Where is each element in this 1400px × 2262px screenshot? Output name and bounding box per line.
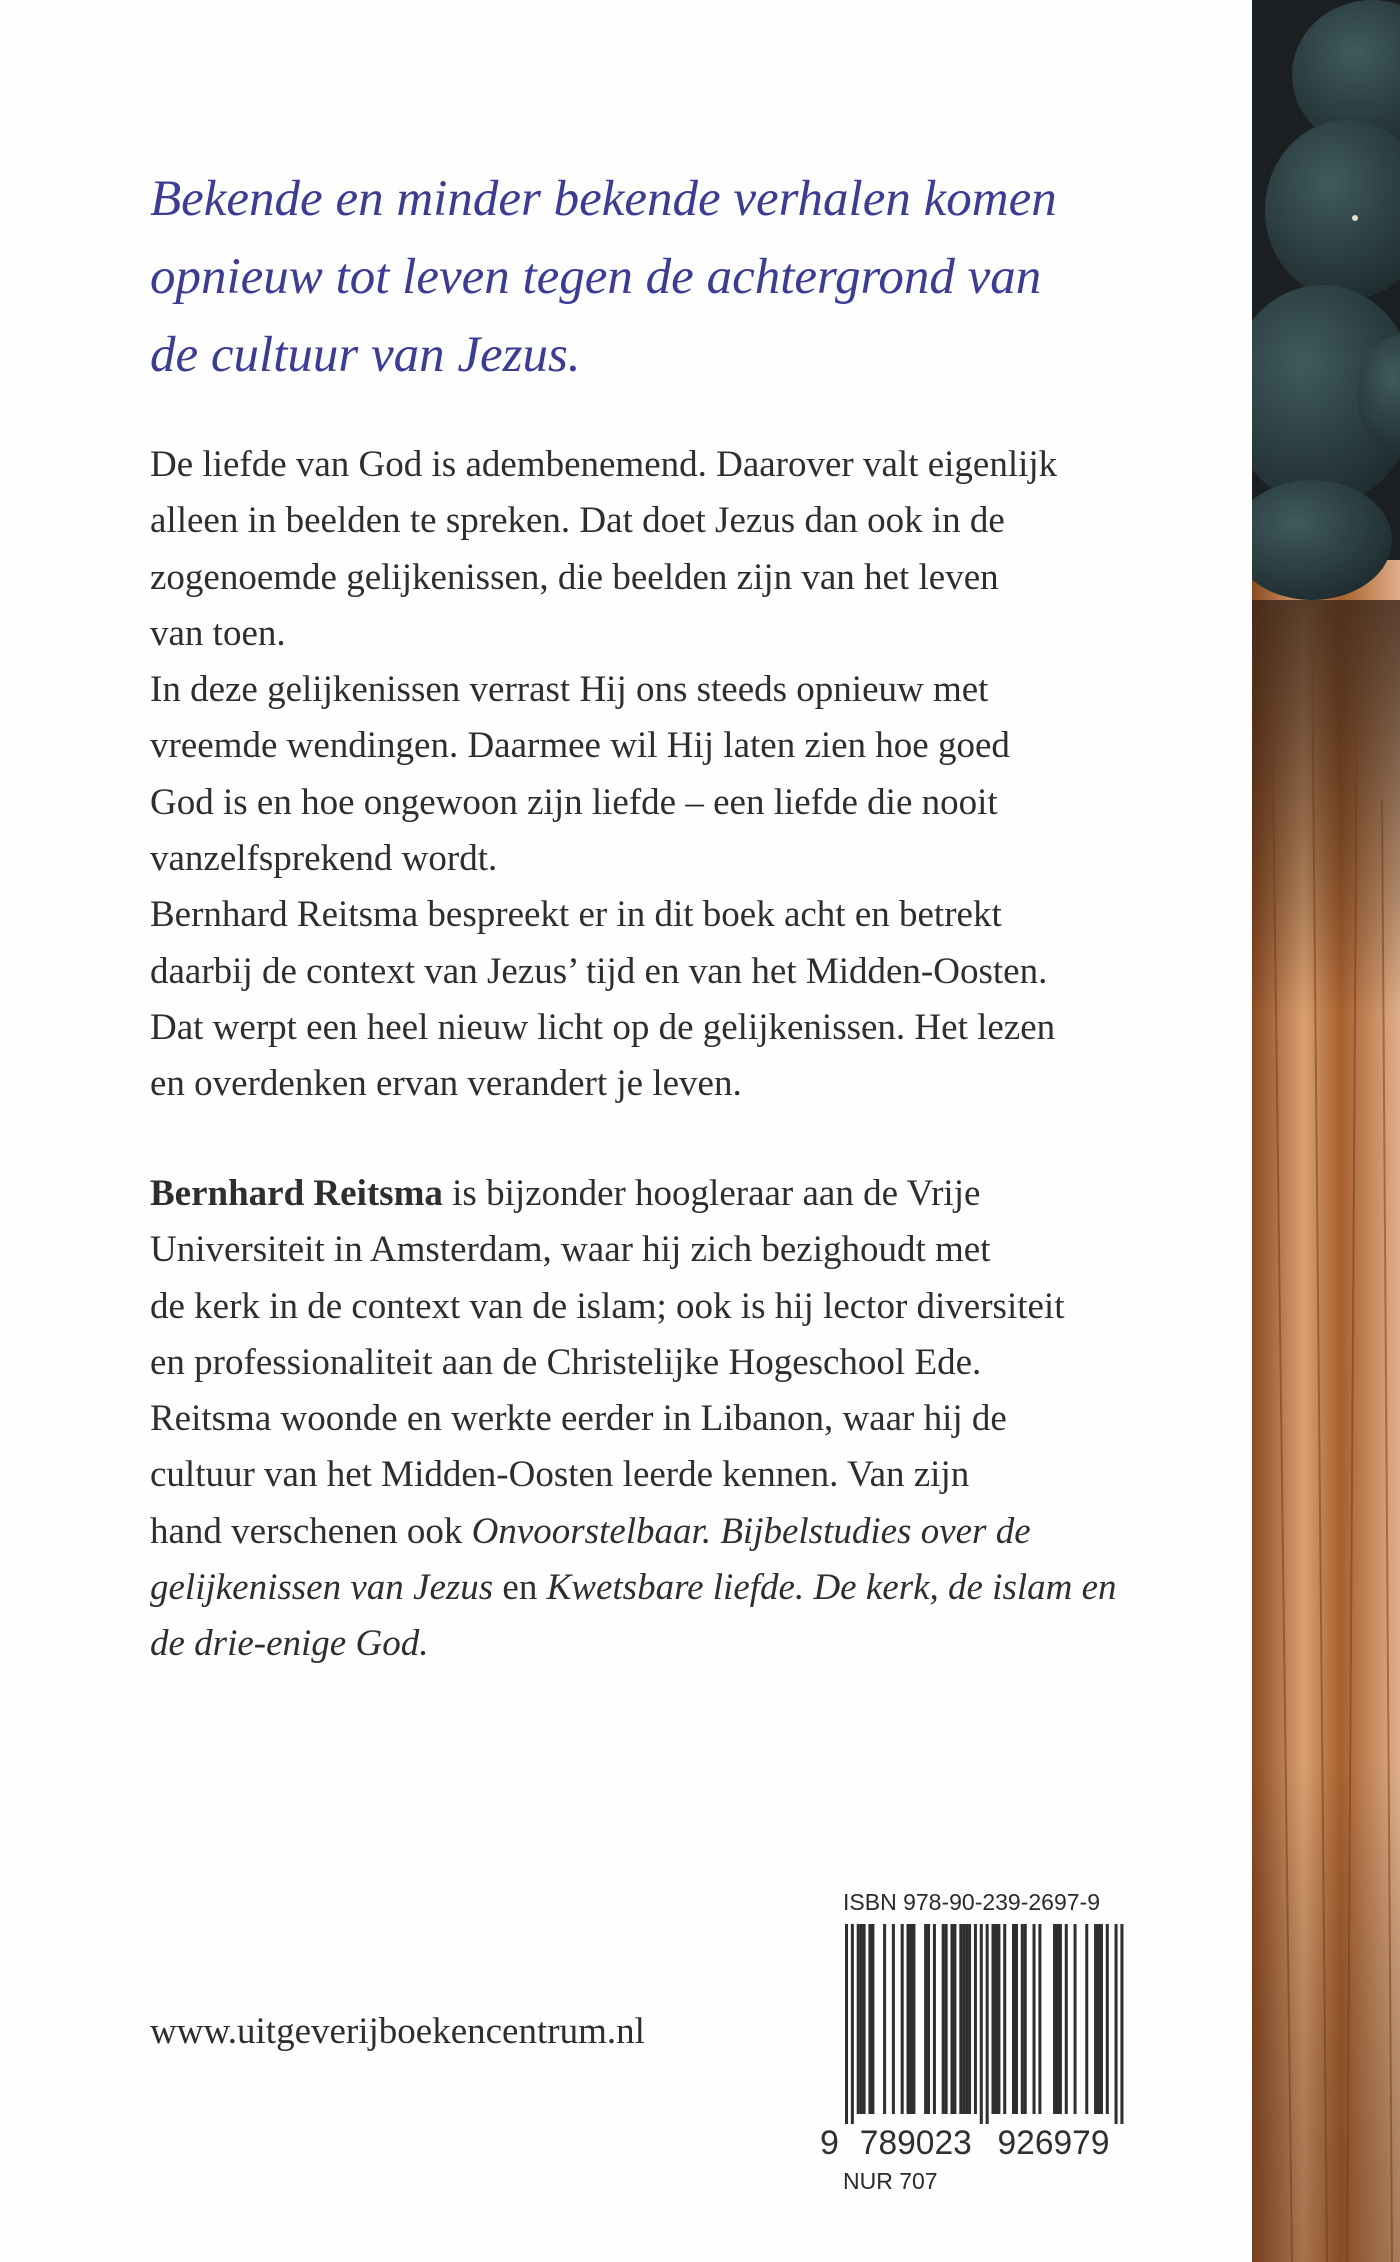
text-segment: alleen in beelden te spreken. Dat doet Jezus dan ook in de xyxy=(150,500,1005,542)
cover-photo-strip xyxy=(1252,0,1400,2262)
text-segment: cultuur van het Midden-Oosten leerde kennen. Van zijn xyxy=(150,1454,970,1496)
barcode-bar xyxy=(860,1924,863,2114)
tagline-line: opnieuw tot leven tegen de achtergrond van xyxy=(150,249,1042,305)
barcode-bar xyxy=(851,1924,854,2124)
text-line xyxy=(150,1279,1117,1335)
barcode-bar xyxy=(863,1924,866,2114)
barcode-bar xyxy=(1056,1924,1059,2114)
barcode-bar xyxy=(997,1924,1000,2114)
text-line xyxy=(150,1616,1117,1672)
barcode-bar xyxy=(992,1924,995,2114)
barcode-bar xyxy=(1033,1924,1036,2114)
text-segment: Bernhard Reitsma bespreekt er in dit boek acht en betrekt xyxy=(150,894,1002,936)
barcode-bar xyxy=(1094,1924,1097,2114)
barcode-bar xyxy=(1021,1924,1024,2114)
barcode-bar xyxy=(927,1924,930,2114)
barcode-bar xyxy=(924,1924,927,2114)
text-line xyxy=(150,944,1057,1000)
barcode-bar xyxy=(953,1924,956,2114)
barcode-bar xyxy=(1106,1924,1109,2114)
barcode-bar xyxy=(933,1924,936,2114)
book-title: Onvoorstelbaar. Bijbelstudies over de xyxy=(471,1510,1031,1552)
text-line xyxy=(150,887,1057,943)
barcode-bar xyxy=(901,1924,904,2114)
barcode-digits: 926979 xyxy=(997,2124,1110,2162)
book-description xyxy=(150,437,1057,1113)
barcode-bar xyxy=(1053,1924,1056,2114)
text-segment: Dat werpt een heel nieuw licht op de gelijkenissen. Het lezen xyxy=(150,1006,1056,1048)
barcode-bar xyxy=(1097,1924,1100,2114)
text-line xyxy=(150,1335,1117,1391)
text-segment: vreemde wendingen. Daarmee wil Hij laten zien hoe goed xyxy=(150,725,1010,767)
barcode-bar xyxy=(945,1924,948,2114)
text-segment: de kerk in de context van de islam; ook is hij lector diversiteit xyxy=(150,1285,1065,1327)
barcode-bar xyxy=(871,1924,874,2114)
barcode-bar xyxy=(950,1924,953,2114)
barcode-digits: 789023 xyxy=(859,2124,972,2162)
author-bio xyxy=(150,1166,1117,1673)
barcode-bar xyxy=(1015,1924,1018,2114)
text-line xyxy=(150,718,1057,774)
barcode-bar xyxy=(1074,1924,1077,2114)
barcode-bar xyxy=(1115,1924,1118,2124)
text-segment: en xyxy=(493,1567,547,1609)
book-title: Kwetsbare liefde. De kerk, de islam en xyxy=(546,1567,1117,1609)
text-line xyxy=(150,550,1057,606)
text-segment: is bijzonder hoogleraar aan de Vrije xyxy=(442,1173,981,1214)
barcode-bar xyxy=(1100,1924,1103,2114)
book-title: gelijkenissen van Jezus xyxy=(150,1567,494,1609)
text-segment: In deze gelijkenissen verrast Hij ons steeds opnieuw met xyxy=(150,669,989,711)
barcode-bar xyxy=(974,1924,977,2114)
barcode-bar xyxy=(994,1924,997,2114)
text-line xyxy=(150,1504,1117,1560)
barcode-bar xyxy=(892,1924,895,2114)
barcode-bar xyxy=(1024,1924,1027,2114)
text-line xyxy=(150,775,1057,831)
text-line xyxy=(150,1391,1117,1447)
text-segment: Universiteit in Amsterdam, waar hij zich bezighoudt met xyxy=(150,1229,991,1271)
text-segment: van toen. xyxy=(150,612,286,654)
nur-code: NUR 707 xyxy=(843,2168,938,2194)
text-line xyxy=(150,493,1057,549)
text-line xyxy=(150,1166,1117,1222)
barcode-bar xyxy=(907,1924,910,2114)
barcode-bar xyxy=(868,1924,871,2114)
barcode-bar xyxy=(912,1924,915,2114)
barcode-bar xyxy=(883,1924,886,2114)
text-line xyxy=(150,606,1057,662)
barcode-bar xyxy=(959,1924,962,2114)
author-name: Bernhard Reitsma xyxy=(150,1173,443,1214)
text-segment: en professionaliteit aan de Christelijke Hogeschool Ede. xyxy=(150,1341,982,1383)
barcode-bar xyxy=(1003,1924,1006,2114)
text-segment: vanzelfsprekend wordt. xyxy=(150,838,498,880)
barcode-bar xyxy=(857,1924,860,2114)
tagline-line: de cultuur van Jezus. xyxy=(150,327,581,383)
barcode-bar xyxy=(1120,1924,1123,2124)
barcode-bar xyxy=(845,1924,848,2124)
barcode-bar xyxy=(1059,1924,1062,2114)
text-segment: daarbij de context van Jezus’ tijd en van het Midden-Oosten. xyxy=(150,950,1048,992)
publisher-website[interactable]: www.uitgeverijboekencentrum.nl xyxy=(150,2011,645,2052)
barcode-bar xyxy=(1085,1924,1088,2114)
text-line xyxy=(150,662,1057,718)
text-line xyxy=(150,437,1057,493)
barcode-bar xyxy=(942,1924,945,2114)
barcode-bar xyxy=(980,1924,983,2124)
barcode-bar xyxy=(962,1924,965,2114)
barcode-bar xyxy=(1012,1924,1015,2114)
barcode-bar xyxy=(909,1924,912,2114)
barcode-bar xyxy=(1065,1924,1068,2114)
tagline-heading xyxy=(150,160,1057,394)
ean-barcode xyxy=(815,1924,1135,2164)
text-line xyxy=(150,1222,1117,1278)
barcode-digits: 9 xyxy=(820,2124,839,2162)
text-line xyxy=(150,831,1057,887)
barcode-bar xyxy=(965,1924,968,2114)
text-line xyxy=(150,1000,1057,1056)
barcode-bar xyxy=(986,1924,989,2124)
text-line xyxy=(150,1056,1057,1112)
text-segment: zogenoemde gelijkenissen, die beelden zijn van het leven xyxy=(150,556,999,598)
text-segment: God is en hoe ongewoon zijn liefde – een liefde die nooit xyxy=(150,781,998,823)
text-segment: De liefde van God is adembenemend. Daarover valt eigenlijk xyxy=(150,444,1058,485)
barcode-bar xyxy=(968,1924,971,2114)
text-line xyxy=(150,1447,1117,1503)
book-title: de drie-enige God. xyxy=(150,1623,429,1665)
tagline-line: Bekende en minder bekende verhalen komen xyxy=(150,171,1057,227)
isbn-label: ISBN 978-90-239-2697-9 xyxy=(843,1889,1100,1915)
text-line xyxy=(150,1560,1117,1616)
text-segment: hand verschenen ook xyxy=(150,1510,472,1552)
text-segment: en overdenken ervan verandert je leven. xyxy=(150,1063,742,1105)
text-segment: Reitsma woonde en werkte eerder in Libanon, waar hij de xyxy=(150,1398,1007,1440)
barcode-bar xyxy=(1038,1924,1041,2114)
